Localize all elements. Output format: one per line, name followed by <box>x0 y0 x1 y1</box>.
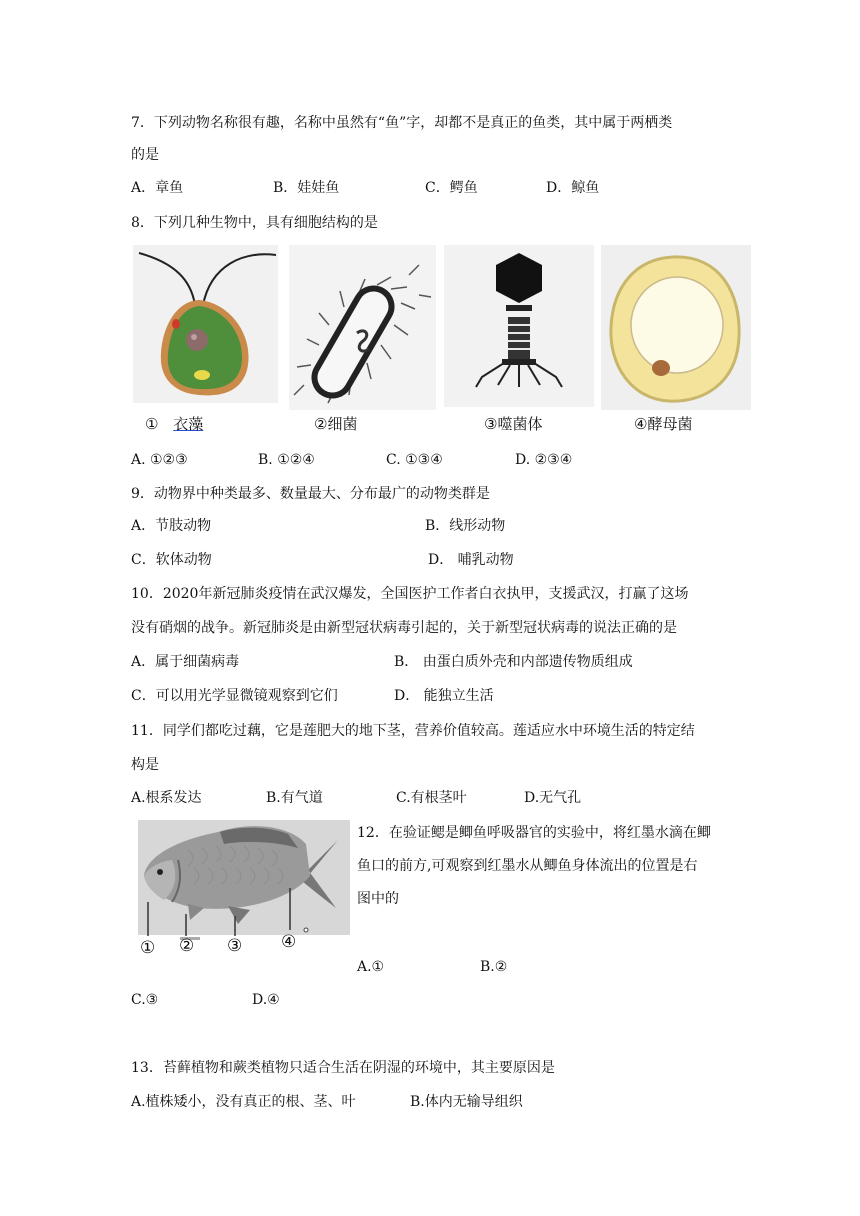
bacterium-caption: ②细菌 <box>314 415 358 433</box>
yeast-figure <box>601 245 751 440</box>
q10-option-d: D． 能独立生活 <box>394 688 494 704</box>
yeast-image <box>601 245 751 410</box>
q12-stem-line1: 12．在验证鳃是鲫鱼呼吸器官的实验中，将红墨水滴在鲫 <box>357 825 711 841</box>
q11-stem-line2: 构是 <box>131 757 159 773</box>
q12-option-d: D.④ <box>252 992 280 1008</box>
q7-option-a: A．章鱼 <box>131 180 184 196</box>
carp-label-3: ③ <box>227 936 243 956</box>
q10-stem-line1: 10．2020年新冠肺炎疫情在武汉爆发，全国医护工作者白衣执甲，支援武汉，打赢了这场 <box>131 586 689 602</box>
q13-option-b: B.体内无输导组织 <box>410 1094 523 1110</box>
carp-figure <box>138 820 350 962</box>
bacterium-image <box>289 245 436 410</box>
q11-option-a: A.根系发达 <box>131 790 202 806</box>
chlamydomonas-image <box>133 245 278 440</box>
chlamydomonas-caption <box>145 413 203 434</box>
q7-option-b: B．娃娃鱼 <box>273 180 340 196</box>
q7-stem-line1: 7．下列动物名称很有趣，名称中虽然有“鱼”字，却都不是真正的鱼类，其中属于两栖类 <box>131 115 673 131</box>
chlamydomonas-number: ① <box>145 415 159 433</box>
q12-option-b: B.② <box>480 959 508 975</box>
q11-option-c: C.有根茎叶 <box>396 790 467 806</box>
q11-stem-line1: 11．同学们都吃过藕，它是莲肥大的地下茎，营养价值较高。莲适应水中环境生活的特定结 <box>131 723 695 739</box>
carp-image <box>138 820 350 962</box>
q9-option-d: D． 哺乳动物 <box>428 552 514 568</box>
q8-option-b: B. ①②④ <box>258 452 315 468</box>
q9-option-a: A．节肢动物 <box>131 518 212 534</box>
carp-label-4: ④ <box>281 932 297 952</box>
q12-option-a: A.① <box>357 959 385 975</box>
q8-stem: 8．下列几种生物中，具有细胞结构的是 <box>131 215 378 231</box>
q13-option-a: A.植株矮小，没有真正的根、茎、叶 <box>131 1094 356 1110</box>
q11-option-b: B.有气道 <box>266 790 323 806</box>
q10-stem-line2: 没有硝烟的战争。新冠肺炎是由新型冠状病毒引起的，关于新型冠状病毒的说法正确的是 <box>131 620 677 636</box>
chlamydomonas-figure <box>133 245 278 440</box>
q8-option-c: C. ①③④ <box>386 452 443 468</box>
q10-option-c: C．可以用光学显微镜观察到它们 <box>131 688 338 704</box>
bacteriophage-image <box>444 245 594 407</box>
carp-label-2: ② <box>179 936 195 956</box>
q7-option-d: D．鲸鱼 <box>546 180 600 196</box>
q9-stem: 9．动物界中种类最多、数量最大、分布最广的动物类群是 <box>131 486 490 502</box>
q12-option-c: C.③ <box>131 992 159 1008</box>
chlamydomonas-label: 衣藻 <box>173 415 204 433</box>
q11-option-d: D.无气孔 <box>524 790 582 806</box>
q8-option-a: A. ①②③ <box>131 452 188 468</box>
carp-label-1: ① <box>140 938 156 958</box>
q10-option-a: A．属于细菌病毒 <box>131 654 240 670</box>
q13-stem: 13．苔藓植物和蕨类植物只适合生活在阴湿的环境中，其主要原因是 <box>131 1060 555 1076</box>
q7-option-c: C．鳄鱼 <box>425 180 478 196</box>
q12-stem-line3: 图中的 <box>357 891 399 907</box>
bacteriophage-caption: ③噬菌体 <box>484 415 543 433</box>
q9-option-c: C．软体动物 <box>131 552 212 568</box>
q12-stem-line2: 鱼口的前方,可观察到红墨水从鲫鱼身体流出的位置是右 <box>357 858 698 874</box>
q10-option-b: B． 由蛋白质外壳和内部遗传物质组成 <box>394 654 633 670</box>
q9-option-b: B．线形动物 <box>425 518 506 534</box>
bacterium-figure <box>289 245 436 440</box>
q8-option-d: D. ②③④ <box>515 452 573 468</box>
yeast-caption: ④酵母菌 <box>634 415 693 433</box>
bacteriophage-figure <box>444 245 594 440</box>
q7-stem-line2: 的是 <box>131 147 159 163</box>
